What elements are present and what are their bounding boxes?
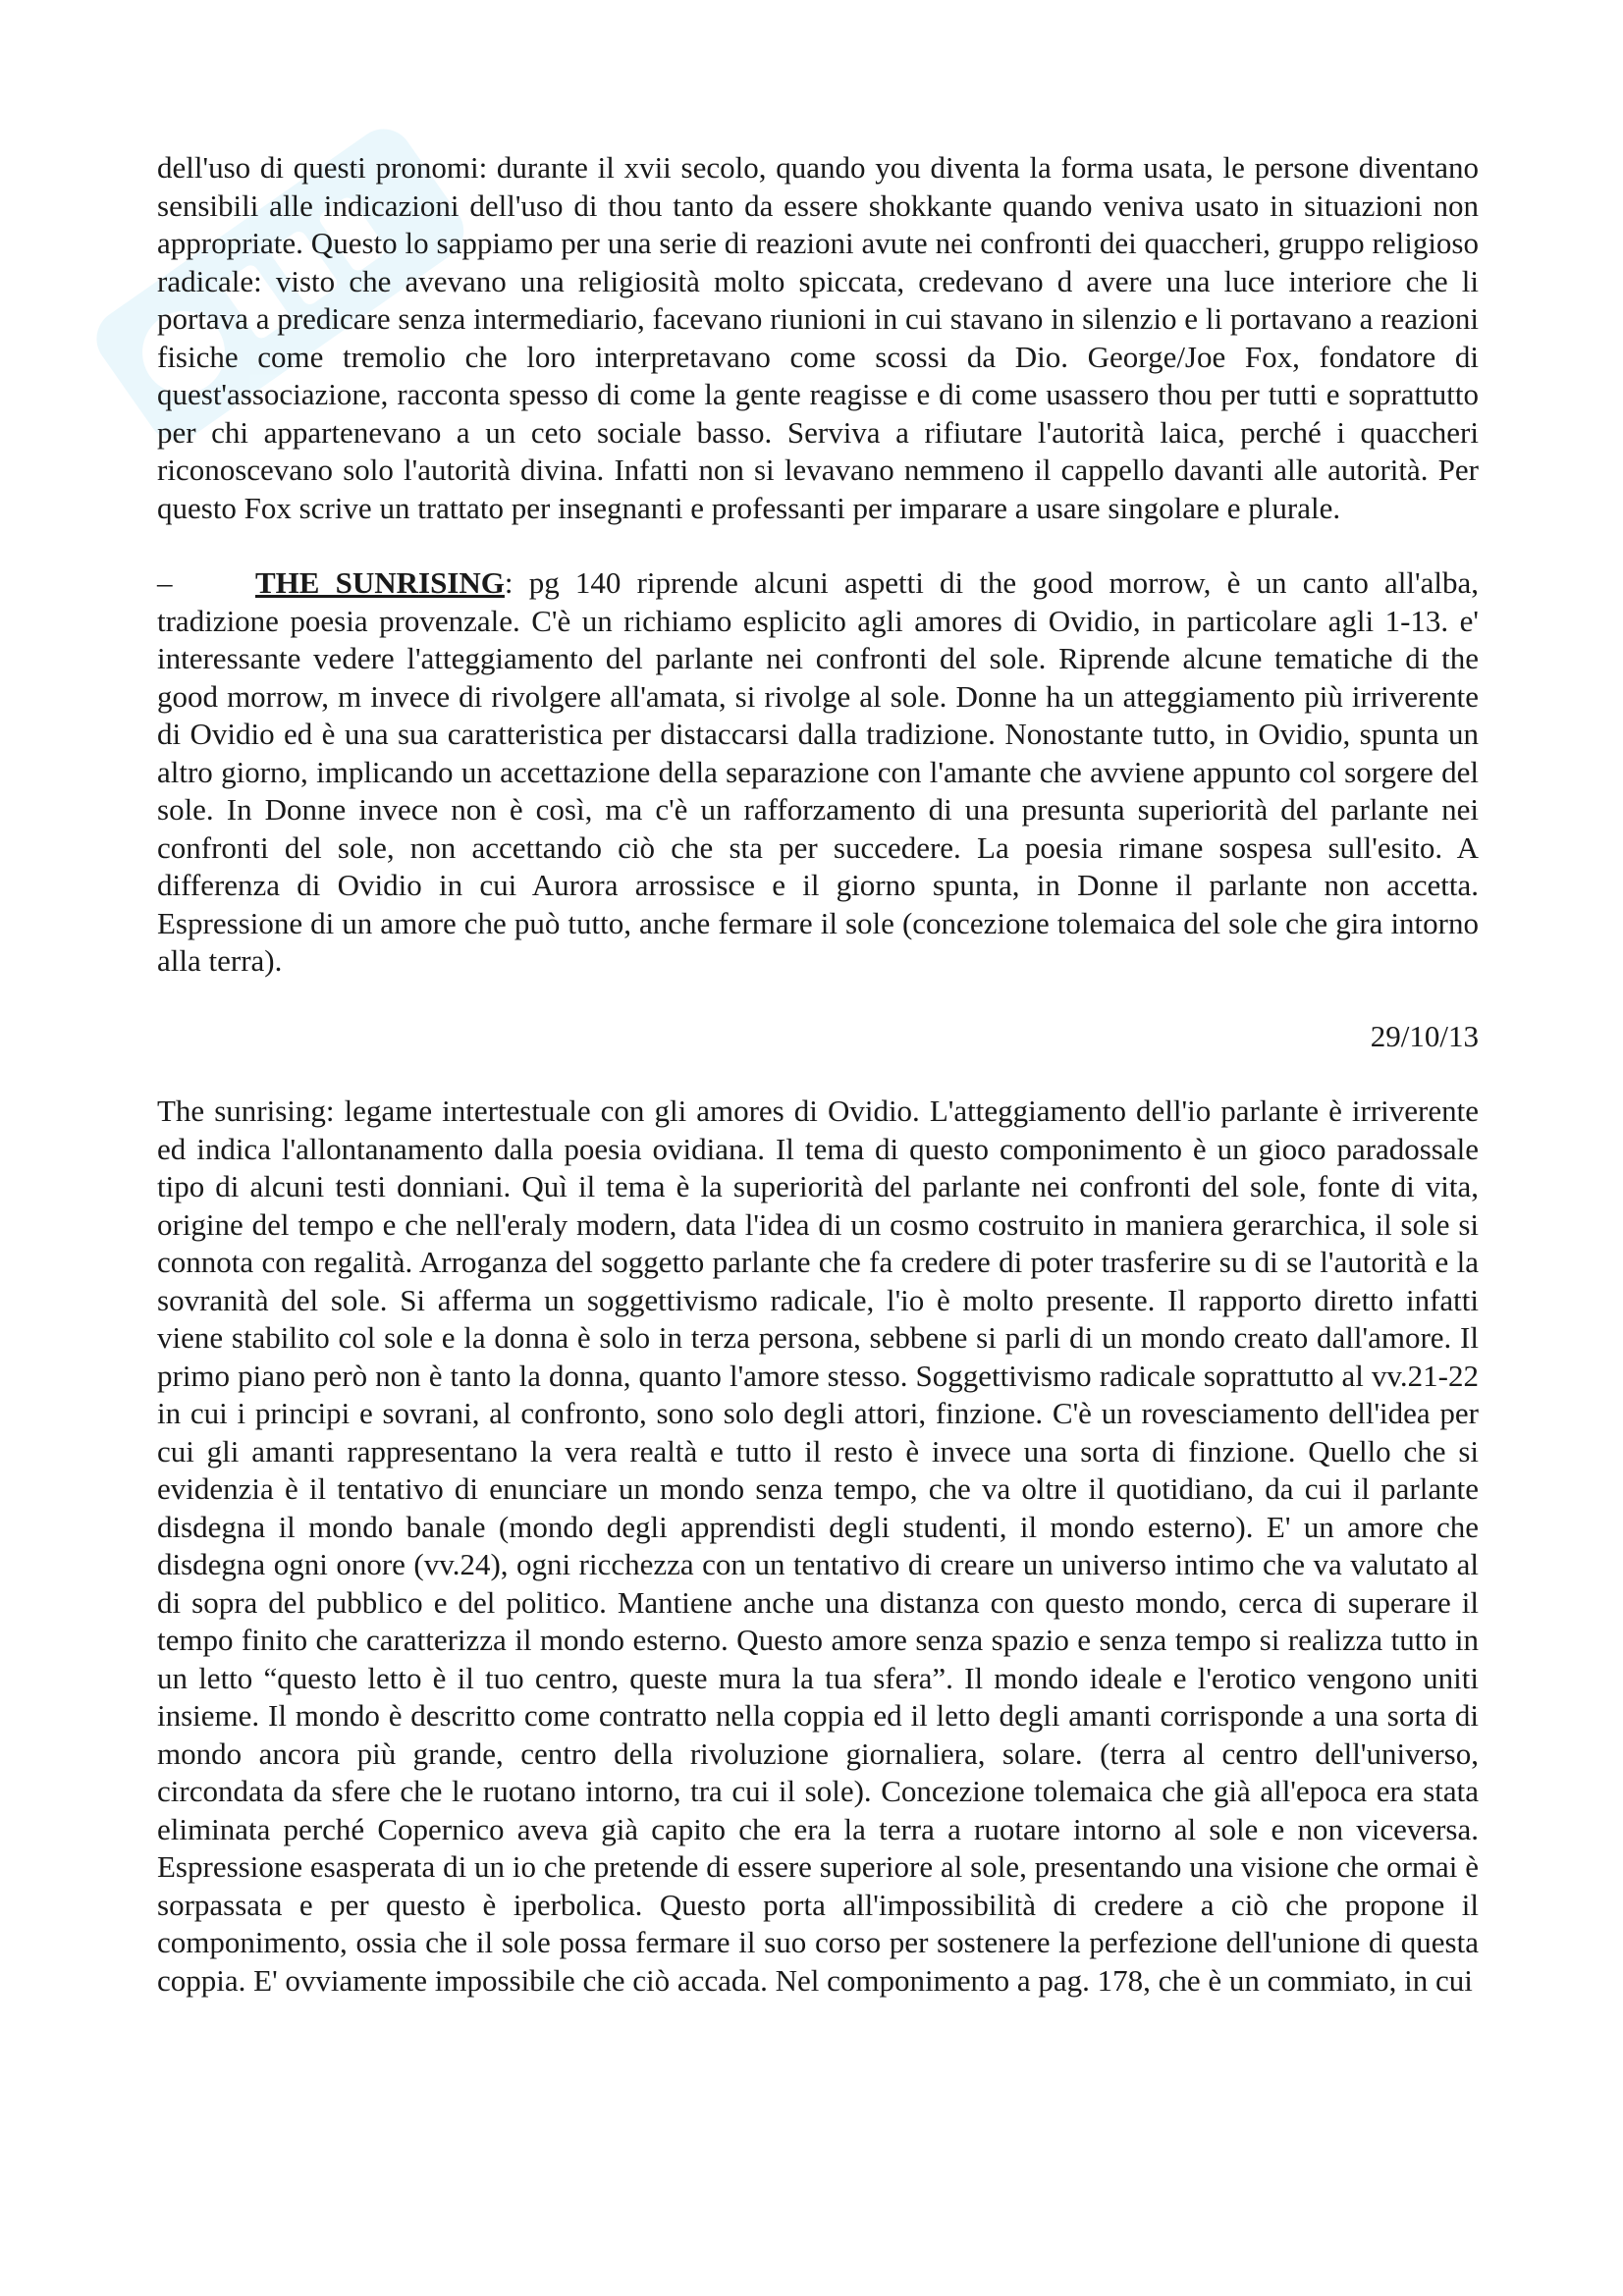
paragraph-sunrising-analysis: The sunrising: legame intertestuale con gli amores di Ovidio. L'atteggiamento dell'io parlante è irriverente ed indica l'allontanamento dalla poesia ovidiana. Il tema di questo componimento è un gioco paradossale tipo di alcuni testi donniani. Quì il tema è la superiorità del parlante nei confronti del sole, fonte di vita, origine del tempo e che nell'eraly modern, data l'idea di un cosmo costruito in maniera gerarchica, il sole si connota con regalità. Arroganza del soggetto parlante che fa credere di poter trasferire su di se l'autorità e la sovranità del sole. Si afferma un soggettivismo radicale, l'io è molto presente. Il rapporto diretto infatti viene stabilito col sole e la donna è solo in terza persona, sebbene si parli di un mondo creato dall'amore. Il primo piano però non è tanto la donna, quanto l'amore stesso. Soggettivismo radicale soprattutto al vv.21-22 in cui i principi e sovrani, al confronto, sono solo degli attori, finzione. C'è un rovesciamento dell'idea per cui gli amanti rappresentano la vera realtà e tutto il resto è invece una sorta di finzione. Quello che si evidenzia è il tentativo di enunciare un mondo senza tempo, che va oltre il quotidiano, da cui il parlante disdegna il mondo banale (mondo degli apprendisti degli studenti, il mondo esterno). E' un amore che disdegna ogni onore (vv.24), ogni ricchezza con un tentativo di creare un universo intimo che va valutato al di sopra del pubblico e del politico. Mantiene anche una distanza con questo mondo, cerca di superare il tempo finito che caratterizza il mondo esterno. Questo amore senza spazio e senza tempo si realizza tutto in un letto “questo letto è il tuo centro, queste mura la tua sfera”. Il mondo ideale e l'erotico vengono uniti insieme. Il mondo è descritto come contratto nella coppia ed il letto degli amanti corrisponde a una sorta di mondo ancora più grande, centro della rivoluzione giornaliera, solare. (terra al centro dell'universo, circondata da sfere che le ruotano intorno, tra cui il sole). Concezione tolemaica che già all'epoca era stata eliminata perché Copernico aveva già capito che era la terra a ruotare intorno al sole e non viceversa. Espressione esasperata di un io che pretende di essere superiore al sole, presentando una visione che ormai è sorpassata e per questo è iperbolica. Questo porta all'impossibilità di credere a ciò che propone il componimento, ossia che il sole possa fermare il suo corso per sostenere la perfezione dell'unione di questa coppia. E' ovviamente impossibile che ciò accada. Nel componimento a pag. 178, che è un commiato, in cui <box>157 1094 1479 1998</box>
section-title-sunrising: THE SUNRISING <box>255 565 505 600</box>
bullet-dash: – <box>157 565 173 600</box>
paragraph-sunrising-intro <box>157 564 1479 981</box>
sunrising-intro-text: : pg 140 riprende alcuni aspetti di the good morrow, è un canto all'alba, tradizione poesia provenzale. C'è un richiamo esplicito agli amores di Ovidio, in particolare agli 1-13. e' interessante vedere l'atteggiamento del parlante nei confronti del sole. Riprende alcune tematiche di the good morrow, m invece di rivolgere all'amata, si rivolge al sole. Donne ha un atteggiamento più irriverente di Ovidio ed è una sua caratteristica per distaccarsi dalla tradizione. Nonostante tutto, in Ovidio, spunta un altro giorno, implicando un accettazione della separazione con l'amante che avviene appunto col sorgere del sole. In Donne invece non è così, ma c'è un rafforzamento di una presunta superiorità del parlante nei confronti del sole, non accettando ciò che sta per succedere. La poesia rimane sospesa sull'esito. A differenza di Ovidio in cui Aurora arrossisce e il giorno spunta, in Donne il parlante non accetta. Espressione di un amore che può tutto, anche fermare il sole (concezione tolemaica del sole che gira intorno alla terra). <box>157 565 1479 978</box>
lecture-date: 29/10/13 <box>1370 1018 1479 1053</box>
document-page <box>157 149 1479 2000</box>
paragraph-quaccheri: dell'uso di questi pronomi: durante il xvii secolo, quando you diventa la forma usata, le persone diventano sensibili alle indicazioni dell'uso di thou tanto da essere shokkante quando veniva usato in situazioni non appropriate. Questo lo sappiamo per una serie di reazioni avute nei confronti dei quaccheri, gruppo religioso radicale: visto che avevano una religiosità molto spiccata, credevano d avere una luce interiore che li portava a predicare senza intermediario, facevano riunioni in cui stavano in silenzio e li portavano a reazioni fisiche come tremolio che loro interpretavano come scossi da Dio. George/Joe Fox, fondatore di quest'associazione, racconta spesso di come la gente reagisse e di come usassero thou per tutti e soprattutto per chi appartenevano a un ceto sociale basso. Serviva a rifiutare l'autorità laica, perché i quaccheri riconoscevano solo l'autorità divina. Infatti non si levavano nemmeno il cappello davanti alle autorità. Per questo Fox scrive un trattato per insegnanti e professanti per imparare a usare singolare e plurale. <box>157 150 1479 525</box>
